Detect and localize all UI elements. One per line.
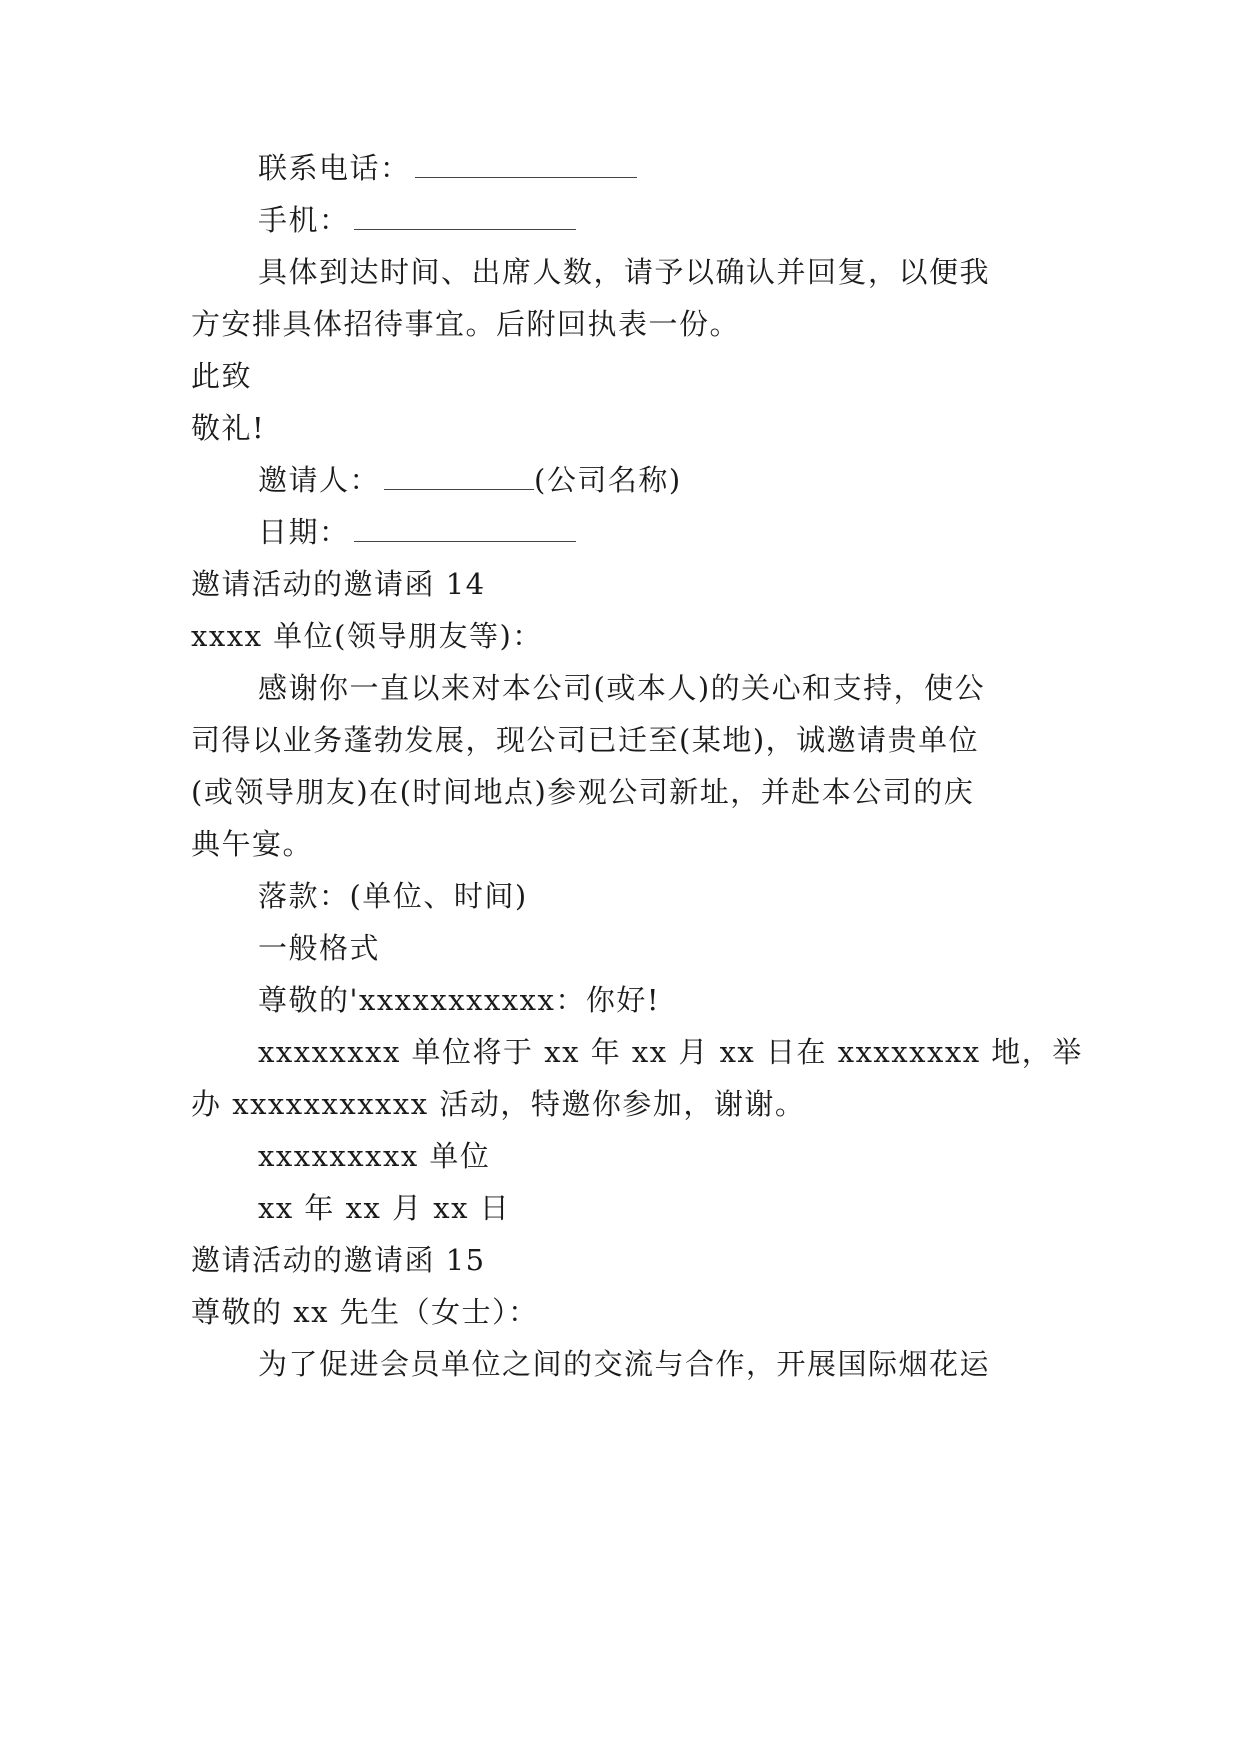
section-14-body-line-1: 感谢你一直以来对本公司(或本人)的关心和支持，使公 <box>258 671 986 705</box>
mobile-line <box>258 200 1138 240</box>
general-signature-unit: xxxxxxxxx 单位 <box>258 1139 491 1173</box>
section-14-salutation: xxxx 单位(领导朋友等)： <box>191 619 543 653</box>
closing-line-2: 敬礼! <box>191 411 266 445</box>
section-14-body-line-3: (或领导朋友)在(时间地点)参观公司新址，并赴本公司的庆 <box>191 775 975 809</box>
inviter-blank <box>384 467 534 490</box>
inviter-label: 邀请人： <box>258 463 381 497</box>
mobile-label: 手机： <box>258 203 350 237</box>
contact-phone-line <box>258 148 1138 188</box>
confirm-paragraph-line-2: 方安排具体招待事宜。后附回执表一份。 <box>191 307 741 341</box>
inviter-suffix: (公司名称) <box>534 463 682 497</box>
section-14-body-line-4: 典午宴。 <box>191 827 314 861</box>
date-label: 日期： <box>258 515 350 549</box>
section-14-body-line-2: 司得以业务蓬勃发展，现公司已迁至(某地)，诚邀请贵单位 <box>191 723 980 757</box>
contact-phone-label: 联系电话： <box>258 151 411 185</box>
date-line <box>258 512 1138 552</box>
inviter-line <box>258 460 1138 500</box>
section-15-body-line-1: 为了促进会员单位之间的交流与合作，开展国际烟花运 <box>258 1347 991 1381</box>
general-greeting: 尊敬的'xxxxxxxxxxx：你好! <box>258 983 661 1017</box>
mobile-blank <box>354 207 576 230</box>
closing-line-1: 此致 <box>191 359 253 393</box>
section-15-salutation: 尊敬的 xx 先生（女士）： <box>191 1295 539 1329</box>
general-body-line-2: 办 xxxxxxxxxxx 活动，特邀你参加，谢谢。 <box>191 1087 806 1121</box>
general-format-heading: 一般格式 <box>258 931 381 965</box>
section-14-signature: 落款：(单位、时间) <box>258 879 528 913</box>
general-signature-date: xx 年 xx 月 xx 日 <box>258 1191 511 1225</box>
general-body-line-1: xxxxxxxx 单位将于 xx 年 xx 月 xx 日在 xxxxxxxx 地，举 <box>258 1035 1083 1069</box>
contact-phone-blank <box>415 155 637 178</box>
confirm-paragraph-line-1: 具体到达时间、出席人数，请予以确认并回复，以便我 <box>258 255 991 289</box>
date-blank <box>354 519 576 542</box>
section-15-title: 邀请活动的邀请函 15 <box>191 1243 486 1277</box>
section-14-title: 邀请活动的邀请函 14 <box>191 567 486 601</box>
